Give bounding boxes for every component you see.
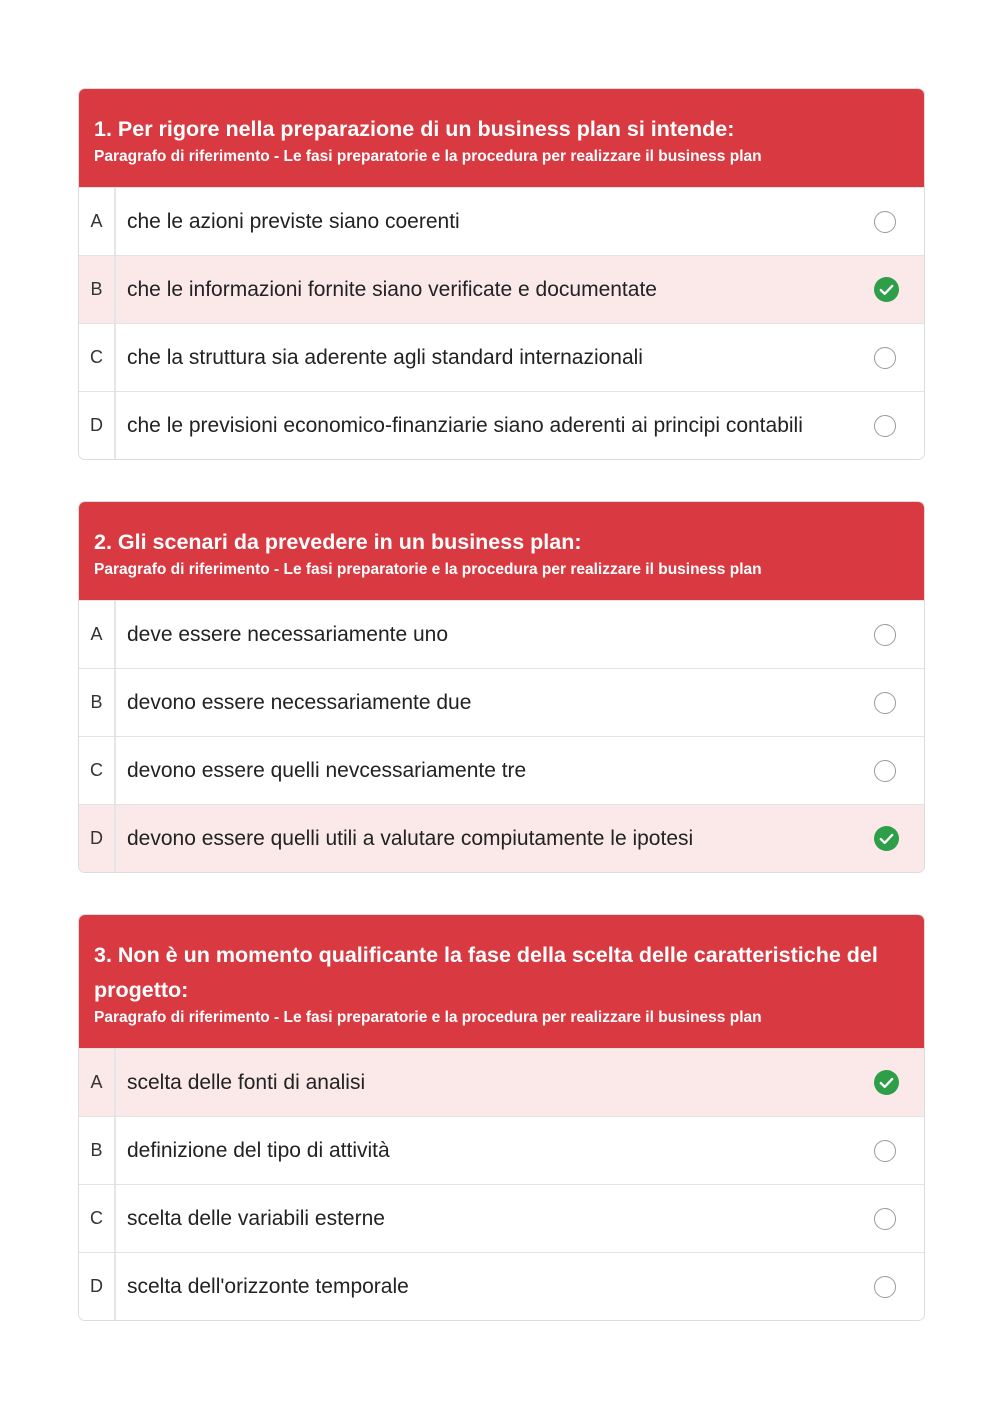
option-letter: A — [79, 601, 116, 668]
question-reference: Paragrafo di riferimento - Le fasi preparatorie e la procedura per realizzare il business plan — [94, 561, 762, 578]
option-text: scelta delle fonti di analisi — [127, 1070, 366, 1094]
option-text: scelta delle variabili esterne — [127, 1206, 385, 1230]
answer-option-c[interactable] — [79, 323, 924, 391]
answer-option-b[interactable] — [79, 1116, 924, 1184]
option-letter: B — [79, 256, 116, 323]
answer-option-d[interactable] — [79, 391, 924, 459]
option-text: che le previsioni economico-finanziarie siano aderenti ai principi contabili — [127, 413, 803, 437]
option-letter: D — [79, 805, 116, 872]
option-letter: C — [79, 1185, 116, 1252]
radio-empty-icon[interactable] — [874, 692, 896, 714]
question-card-2 — [78, 501, 925, 873]
radio-empty-icon[interactable] — [874, 347, 896, 369]
question-header — [79, 915, 924, 1048]
option-text: deve essere necessariamente uno — [127, 622, 449, 646]
question-title: 1. Per rigore nella preparazione di un business plan si intende: — [94, 117, 735, 141]
option-letter: C — [79, 324, 116, 391]
option-text: devono essere quelli nevcessariamente tre — [127, 758, 527, 782]
option-text: devono essere necessariamente due — [127, 690, 472, 714]
answer-option-a[interactable] — [79, 600, 924, 668]
option-letter: D — [79, 392, 116, 459]
answer-option-a[interactable] — [79, 187, 924, 255]
answer-option-d[interactable] — [79, 804, 924, 872]
option-letter: B — [79, 1117, 116, 1184]
option-text: che la struttura sia aderente agli standard internazionali — [127, 345, 643, 369]
question-header — [79, 89, 924, 187]
option-letter: A — [79, 188, 116, 255]
answer-option-b[interactable] — [79, 255, 924, 323]
option-letter: A — [79, 1049, 116, 1116]
answer-option-d[interactable] — [79, 1252, 924, 1320]
option-letter: D — [79, 1253, 116, 1320]
radio-empty-icon[interactable] — [874, 1208, 896, 1230]
answer-option-b[interactable] — [79, 668, 924, 736]
option-letter: B — [79, 669, 116, 736]
answer-option-c[interactable] — [79, 736, 924, 804]
option-letter: C — [79, 737, 116, 804]
radio-empty-icon[interactable] — [874, 760, 896, 782]
question-title: 3. Non è un momento qualificante la fase della scelta delle caratteristiche del progetto: — [94, 943, 878, 1002]
radio-empty-icon[interactable] — [874, 415, 896, 437]
check-circle-icon[interactable] — [874, 1070, 899, 1095]
answer-option-c[interactable] — [79, 1184, 924, 1252]
answer-option-a[interactable] — [79, 1048, 924, 1116]
option-text: scelta dell'orizzonte temporale — [127, 1274, 409, 1298]
question-reference: Paragrafo di riferimento - Le fasi preparatorie e la procedura per realizzare il business plan — [94, 148, 762, 165]
radio-empty-icon[interactable] — [874, 624, 896, 646]
option-text: definizione del tipo di attività — [127, 1138, 390, 1162]
question-header — [79, 502, 924, 600]
question-card-1 — [78, 88, 925, 460]
option-text: che le informazioni fornite siano verificate e documentate — [127, 277, 657, 301]
question-reference: Paragrafo di riferimento - Le fasi preparatorie e la procedura per realizzare il business plan — [94, 1009, 762, 1026]
radio-empty-icon[interactable] — [874, 1276, 896, 1298]
question-title: 2. Gli scenari da prevedere in un business plan: — [94, 530, 582, 554]
question-card-3 — [78, 914, 925, 1321]
option-text: devono essere quelli utili a valutare compiutamente le ipotesi — [127, 826, 694, 850]
check-circle-icon[interactable] — [874, 277, 899, 302]
option-text: che le azioni previste siano coerenti — [127, 209, 460, 233]
radio-empty-icon[interactable] — [874, 211, 896, 233]
check-circle-icon[interactable] — [874, 826, 899, 851]
radio-empty-icon[interactable] — [874, 1140, 896, 1162]
